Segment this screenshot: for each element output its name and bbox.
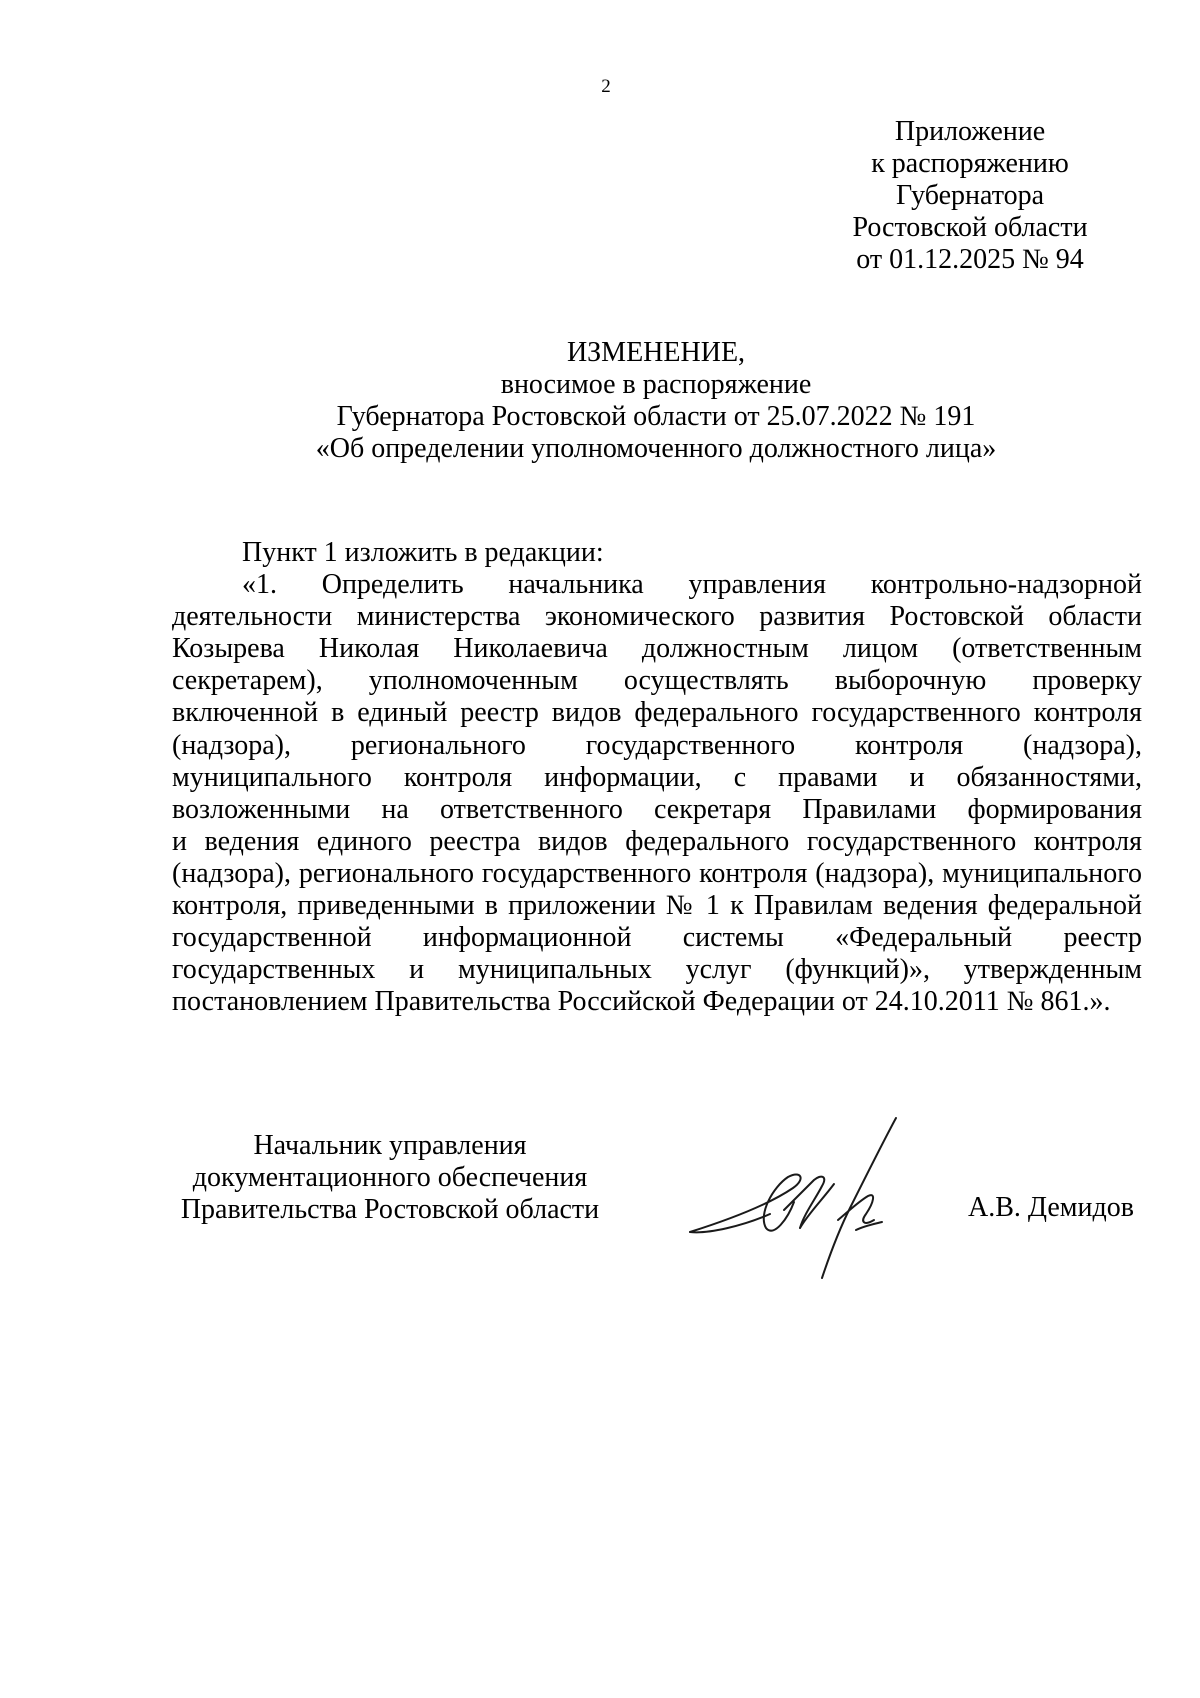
- title-line: «Об определении уполномоченного должностного лица»: [315, 433, 997, 464]
- appendix-line: от 01.12.2025 № 94: [856, 244, 1084, 275]
- body-line-last: постановлением Правительства Российской Федерации от 24.10.2011 № 861.».: [172, 986, 1111, 1018]
- signer-position-line: Начальник управления: [253, 1130, 527, 1161]
- title-line: вносимое в распоряжение: [500, 369, 812, 400]
- document-title: [170, 337, 1142, 465]
- body-line: деятельности министерства экономического развития Ростовской области: [172, 601, 1142, 633]
- body-intro: Пункт 1 изложить в редакции:: [242, 537, 604, 568]
- body-line: (надзора), регионального государственного контроля (надзора), муниципального: [172, 857, 1142, 889]
- body-line: контроля, приведенными в приложении № 1 к Правилам ведения федеральной: [172, 890, 1142, 922]
- body-line: включенной в единый реестр видов федерального государственного контроля: [172, 697, 1142, 729]
- body-line: возложенными на ответственного секретаря Правилами формирования: [172, 793, 1142, 825]
- appendix-line: Губернатора: [895, 180, 1045, 211]
- appendix-line: Приложение: [894, 116, 1046, 147]
- document-body: [172, 537, 1142, 1018]
- handwritten-signature-icon: [688, 1110, 938, 1280]
- title-line: Губернатора Ростовской области от 25.07.2022 № 191: [336, 401, 976, 432]
- signer-position-line: документационного обеспечения: [192, 1162, 588, 1193]
- body-line: и ведения единого реестра видов федерального государственного контроля: [172, 825, 1142, 857]
- body-line: «1. Определить начальника управления контрольно-надзорной: [242, 569, 1142, 601]
- appendix-line: Ростовской области: [852, 212, 1088, 243]
- page-number: 2: [601, 76, 611, 97]
- appendix-header: [800, 116, 1140, 276]
- appendix-line: к распоряжению: [871, 148, 1069, 179]
- body-line: муниципального контроля информации, с правами и обязанностями,: [172, 761, 1142, 793]
- body-line: государственных и муниципальных услуг (функций)», утвержденным: [172, 954, 1142, 986]
- body-line: Козырева Николая Николаевича должностным лицом (ответственным: [172, 633, 1142, 665]
- body-line: (надзора), регионального государственного контроля (надзора),: [172, 729, 1142, 761]
- signer-position-line: Правительства Ростовской области: [180, 1194, 600, 1225]
- body-line: государственной информационной системы «Федеральный реестр: [172, 922, 1142, 954]
- signer-position: [170, 1130, 610, 1226]
- title-line: ИЗМЕНЕНИЕ,: [566, 337, 746, 368]
- body-line: секретарем), уполномоченным осуществлять выборочную проверку: [172, 665, 1142, 697]
- signer-name: А.В. Демидов: [968, 1192, 1134, 1223]
